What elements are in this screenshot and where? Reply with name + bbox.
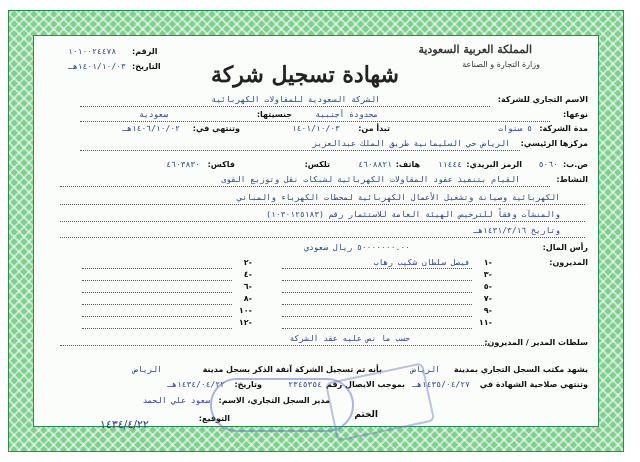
- nationality-label: جنسيتها:: [256, 110, 292, 119]
- kingdom-name: المملكة العربية السعودية: [418, 43, 532, 56]
- handwritten-date: ١٤٣٤/٤/٢٢: [100, 418, 149, 431]
- postal-value: ١١٤٤٤: [437, 160, 462, 169]
- registrar-value: سعود علي الحمد: [142, 396, 210, 405]
- authority-value: حسب ما نص عليه عقد الشركة: [289, 334, 410, 343]
- date-value: ١٤٠١/١٠/٠٣هـ: [68, 62, 126, 71]
- hq-value: الرياض حي السليمانية طريق الملك عبدالعزيز: [312, 139, 510, 148]
- manager-slot-number: -٩: [483, 306, 492, 315]
- ministry-name: وزارة التجارة و الصناعة: [462, 60, 540, 69]
- manager-slot-line: [282, 328, 472, 329]
- end-value: ١٤٠٦/١٠/٠٢هـ: [122, 124, 180, 133]
- manager-slot-number: -٧: [483, 294, 492, 303]
- certificate-title: شهادة تسجيل شركة: [210, 62, 399, 88]
- certify-text-2: بأنه تم تسجيل الشركة آنفة الذكر بسجل مدينة: [202, 365, 382, 374]
- managers-label: المديرون:: [549, 258, 588, 267]
- and-date-label: وتاريخ:: [234, 380, 262, 389]
- manager-slot-number: -٣: [483, 270, 492, 279]
- postal-label: الرمز البريدي:: [466, 160, 522, 169]
- activity-line-3: والمنشآت وفقاً للترخيص الهيئة العامة للاستثمار رقم (١٠٣٠١٢٥١٨٣): [266, 210, 560, 219]
- number-label: الرقم:: [132, 47, 158, 56]
- capital-value: ٥٠٠٠٠٠٠٠.٠٠ ريال سعودي: [304, 243, 410, 252]
- manager-slot-number: -١٠: [238, 306, 252, 315]
- trade-name-label: الاسم التجاري للشركة:: [497, 95, 588, 104]
- and-date-value: ١٤٣٤/٠٤/٢٢هـ: [167, 380, 225, 389]
- validity-text: وتنتهي صلاحية الشهادة في: [479, 380, 588, 389]
- phone-value: ٤٦٠٨٨٢١: [358, 160, 392, 169]
- duration-value: ٥ سنوات: [498, 124, 532, 133]
- underline: [60, 204, 585, 205]
- manager-slot-line: [282, 268, 472, 269]
- manager-slot-number: -٨: [243, 294, 252, 303]
- date-label: التاريخ:: [132, 62, 161, 71]
- underline: [60, 186, 550, 187]
- activity-label: النشاط:: [556, 175, 588, 184]
- certify-text: يشهد مكتب السجل التجاري بمدينة: [453, 365, 588, 374]
- registrar-label: مدير السجل التجاري، الاسم:: [218, 396, 330, 405]
- underline: [80, 106, 490, 107]
- manager-slot-number: -٤: [243, 270, 252, 279]
- seal-label: الختم: [354, 410, 378, 420]
- manager-slot-line: [282, 304, 472, 305]
- manager-slot-line: [282, 316, 472, 317]
- manager-slot-line: [82, 292, 232, 293]
- receipt-text: بموجب الايصال رقم: [326, 380, 405, 389]
- manager-slot-line: [82, 268, 232, 269]
- receipt-value: ٢٣٤٥٣٥٤: [288, 380, 322, 389]
- validity-date: ١٤٣٥/٠٤/٢٧هـ: [412, 380, 470, 389]
- pobox-value: ٥٠٦٠: [538, 160, 558, 169]
- manager-slot-number: -١: [483, 258, 492, 267]
- authority-label: سلطات المدير / المديرون:: [484, 338, 588, 347]
- telex-label: تلكس:: [304, 160, 330, 169]
- manager-slot-number: -٥: [483, 282, 492, 291]
- underline: [80, 121, 550, 122]
- manager-slot-number: -٦: [243, 282, 252, 291]
- manager-slot-line: [82, 280, 232, 281]
- underline: [60, 237, 585, 238]
- pobox-label: ص.ب:: [562, 160, 588, 169]
- signature-label: التوقيع:: [198, 414, 230, 423]
- certify-city-2: الرياض: [133, 365, 162, 374]
- type-value: محدودة أجنبية: [315, 110, 378, 119]
- end-label: وتنتهي في:: [192, 124, 240, 133]
- manager-slot-number: -١٢: [238, 318, 252, 327]
- capital-label: رأس المال:: [542, 243, 588, 252]
- number-value: ١٠١٠٠٢٤٤٧٨: [68, 47, 117, 56]
- duration-label: مدة الشركة:: [539, 124, 588, 133]
- start-label: تبدأ من:: [358, 124, 390, 133]
- activity-line-2: الكهربائية وصيانة وتشغيل الأعمال الكهربائية لمحطات الكهرباء والمباني: [237, 193, 560, 202]
- manager-slot-line: [282, 280, 472, 281]
- activity-line-1: القيام بتنفيذ عقود المقاولات الكهربائية لشبكات نقل وتوزيع القوى: [221, 175, 520, 184]
- manager-slot-line: [282, 292, 472, 293]
- manager-slot-name: فيصل سلطان شكيب رهاب: [373, 258, 470, 267]
- trade-name-value: الشركة السعودية للمقاولات الكهربائية: [211, 95, 380, 104]
- manager-slot-line: [82, 316, 232, 317]
- fax-value: ٤٦٠٣٨٣٠: [166, 160, 200, 169]
- certify-city: الرياض: [411, 365, 440, 374]
- start-value: ١٤٠١/١٠/٠٣: [291, 124, 340, 133]
- manager-slot-line: [82, 328, 232, 329]
- manager-slot-line: [82, 304, 232, 305]
- manager-slot-number: -١١: [478, 318, 492, 327]
- fax-label: فاكس:: [207, 160, 235, 169]
- hq-label: مركزها الرئيسي:: [520, 139, 588, 148]
- underline: [60, 345, 490, 346]
- underline: [60, 221, 585, 222]
- activity-line-4: وتاريخ ١٤٣١/٣/١٦هـ: [473, 226, 560, 235]
- type-label: نوعها:: [563, 110, 588, 119]
- phone-label: هاتف:: [395, 160, 420, 169]
- underline: [80, 150, 520, 151]
- manager-slot-number: -٢: [243, 258, 252, 267]
- nationality-value: سعودية: [139, 110, 168, 119]
